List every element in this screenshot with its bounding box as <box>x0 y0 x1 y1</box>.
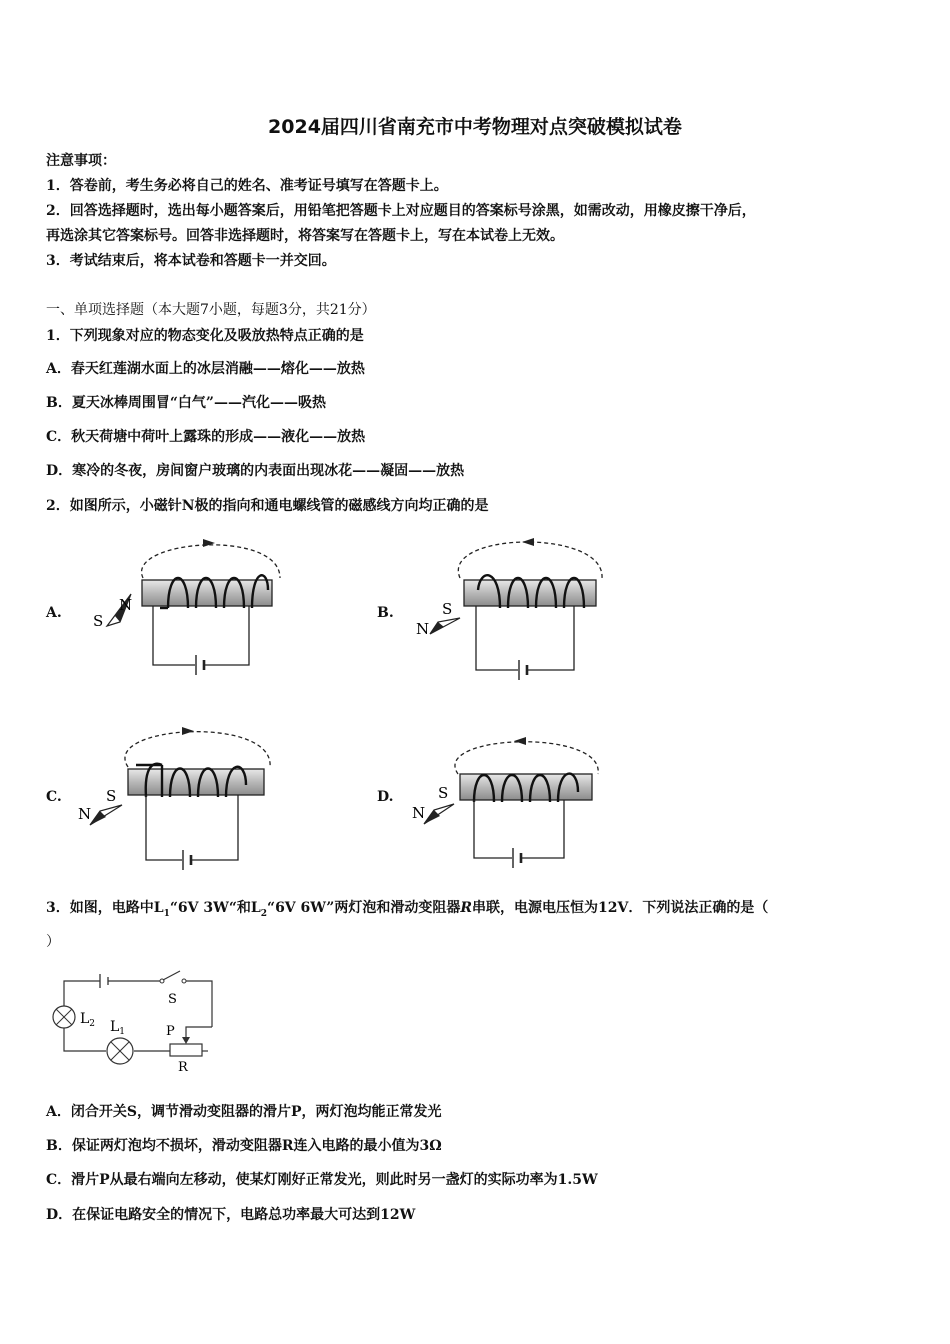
pole-n-label: N <box>78 805 92 823</box>
battery <box>182 850 192 870</box>
q2-label-b: B. <box>377 605 394 621</box>
field-line <box>125 732 270 767</box>
q3-option-d: D．在保证电路安全的情况下，电路总功率最大可达到12W <box>46 1207 416 1223</box>
lamp-l1 <box>107 1038 133 1064</box>
slider-label: P <box>166 1024 175 1039</box>
section-heading: 一、单项选择题（本大题7小题，每题3分，共21分） <box>46 302 376 318</box>
q2-label-d: D. <box>377 789 394 805</box>
pole-n-label: N <box>416 620 430 638</box>
circuit-wire <box>474 800 564 858</box>
q3-stem-end: ） <box>46 934 60 950</box>
q1-option-d: D．寒冷的冬夜，房间窗户玻璃的内表面出现冰花——凝固——放热 <box>46 463 465 479</box>
battery <box>100 974 108 988</box>
compass-needle <box>90 805 122 825</box>
lamp-l2-label: $L_2$ <box>80 1011 96 1029</box>
battery <box>518 660 528 680</box>
pole-s-label: S <box>438 784 449 802</box>
pole-s-label: S <box>106 787 117 805</box>
q1-option-b: B．夏天冰棒周围冒“白气”——汽化——吸热 <box>46 395 326 411</box>
notice-item-3: 3．考试结束后，将本试卷和答题卡一并交回。 <box>46 253 336 269</box>
pole-s-label: S <box>442 600 453 618</box>
q3-stem: 3．如图，电路中$L_1“6V$ 3W“和$L_2“6V$ 6W”两灯泡和滑动变阻器R串联，电源电压恒为12V．下列说法正确的是（ <box>46 900 769 919</box>
pole-s-label: S <box>93 612 104 630</box>
field-line <box>142 545 280 578</box>
pole-n-label: N <box>412 804 426 822</box>
q3-option-a: A．闭合开关S，调节滑动变阻器的滑片P，两灯泡均能正常发光 <box>46 1104 442 1120</box>
lamp-l1-label: $L_1$ <box>110 1019 126 1037</box>
solenoid-rod <box>464 580 596 606</box>
field-line <box>458 542 602 578</box>
q1-stem: 1．下列现象对应的物态变化及吸放热特点正确的是 <box>46 328 364 344</box>
circuit-wire <box>153 606 249 665</box>
compass-needle <box>424 804 454 824</box>
rheostat-label: R <box>178 1060 188 1075</box>
rheostat-r <box>170 1027 212 1056</box>
circuit-wire <box>146 795 238 860</box>
q1-option-c: C．秋天荷塘中荷叶上露珠的形成——液化——放热 <box>46 429 366 445</box>
q2-figure-a <box>85 530 295 680</box>
q2-figure-d <box>400 730 620 880</box>
notice-heading: 注意事项： <box>46 153 116 169</box>
q3-option-c: C．滑片P从最右端向左移动，使某灯刚好正常发光，则此时另一盏灯的实际功率为1.5W <box>46 1172 598 1188</box>
q3-option-b: B．保证两灯泡均不损坏，滑动变阻器R连入电路的最小值为3Ω <box>46 1138 442 1154</box>
page-title: 2024届四川省南充市中考物理对点突破模拟试卷 <box>268 116 682 138</box>
switch-label: S <box>168 992 177 1007</box>
switch-s <box>160 971 186 983</box>
notice-item-1: 1．答卷前，考生务必将自己的姓名、准考证号填写在答题卡上。 <box>46 178 448 194</box>
compass-needle <box>430 618 460 634</box>
q2-label-c: C. <box>46 789 62 805</box>
battery <box>512 848 522 868</box>
notice-item-2-cont: 再选涂其它答案标号。回答非选择题时，将答案写在答题卡上，写在本试卷上无效。 <box>46 228 564 244</box>
q2-figure-b <box>410 530 620 680</box>
field-line <box>455 742 598 774</box>
q3-circuit <box>44 965 224 1077</box>
field-arrow-icon <box>514 737 526 745</box>
q2-label-a: A. <box>46 605 62 621</box>
circuit-wire <box>476 606 574 670</box>
field-arrow-icon <box>182 727 194 735</box>
q1-option-a: A．春天红莲湖水面上的冰层消融——熔化——放热 <box>46 361 365 377</box>
q2-stem: 2．如图所示，小磁针N极的指向和通电螺线管的磁感线方向均正确的是 <box>46 498 489 514</box>
field-arrow-icon <box>203 539 215 547</box>
q2-figure-c <box>70 715 290 875</box>
notice-item-2: 2．回答选择题时，选出每小题答案后，用铅笔把答题卡上对应题目的答案标号涂黑，如需改动，用橡皮擦干净后， <box>46 203 756 219</box>
pole-n-label: N <box>119 596 133 614</box>
field-arrow-icon <box>522 538 534 546</box>
battery <box>195 655 205 675</box>
lamp-l2 <box>53 1006 75 1028</box>
